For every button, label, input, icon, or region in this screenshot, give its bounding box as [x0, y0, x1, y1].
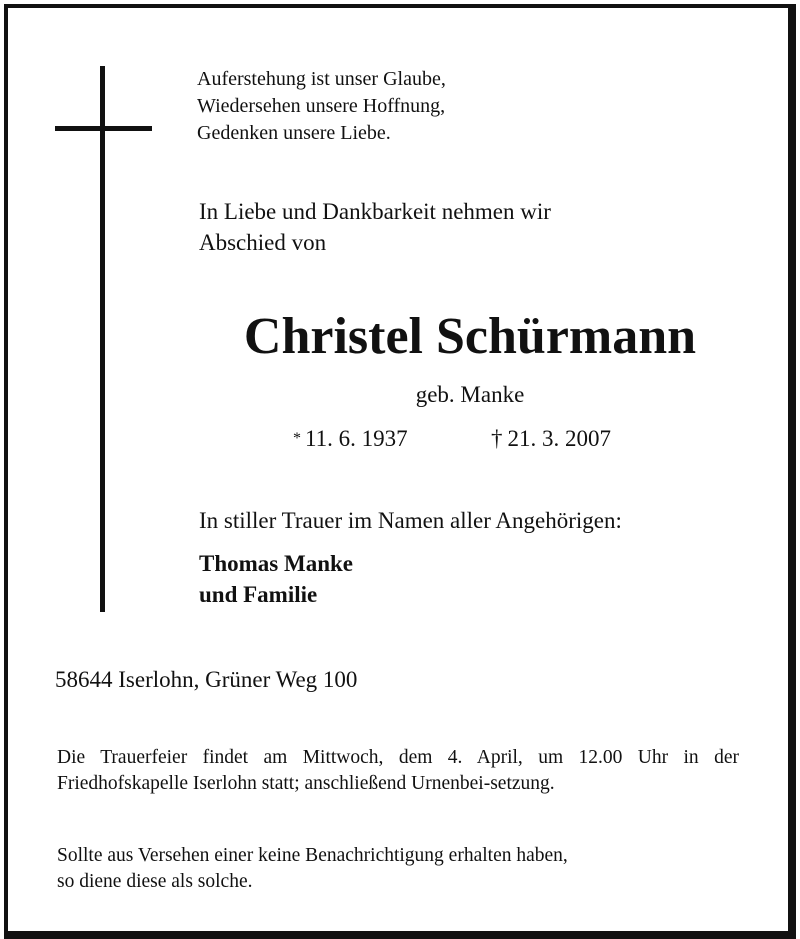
farewell-line: In Liebe und Dankbarkeit nehmen wir — [199, 199, 551, 224]
verse-line: Auferstehung ist unser Glaube, — [197, 68, 446, 90]
farewell-line: Abschied von — [199, 230, 327, 255]
cross-icon-bar — [55, 126, 152, 131]
death-cross-icon: † — [491, 426, 503, 451]
mourner-names — [199, 548, 353, 610]
farewell-text — [199, 196, 551, 258]
verse-line: Wiedersehen unsere Hoffnung, — [197, 95, 446, 117]
mourning-intro: In stiller Trauer im Namen aller Angehörigen: — [199, 508, 622, 533]
verse-line: Gedenken unsere Liebe. — [197, 122, 391, 144]
birth-date-value: 11. 6. 1937 — [305, 426, 408, 451]
mourner-name: und Familie — [199, 582, 318, 607]
verse — [197, 66, 446, 147]
address: 58644 Iserlohn, Grüner Weg 100 — [55, 667, 358, 692]
death-date — [491, 424, 611, 454]
mourner-name: Thomas Manke — [199, 551, 353, 576]
birth-date — [293, 424, 408, 454]
death-date-value: 21. 3. 2007 — [507, 426, 611, 451]
notice-text — [57, 843, 739, 895]
ceremony-text: Die Trauerfeier findet am Mittwoch, dem 4. April, um 12.00 Uhr in der Friedhofskapelle Iserlohn statt; anschließend Urnenbei-setzung. — [57, 747, 739, 794]
birth-star-icon: * — [293, 430, 301, 447]
notice-line: so diene diese als solche. — [57, 871, 253, 892]
birth-name: geb. Manke — [415, 382, 525, 407]
notice-line: Sollte aus Versehen einer keine Benachrichtigung erhalten haben, — [57, 845, 568, 866]
deceased-name: Christel Schürmann — [243, 308, 697, 365]
